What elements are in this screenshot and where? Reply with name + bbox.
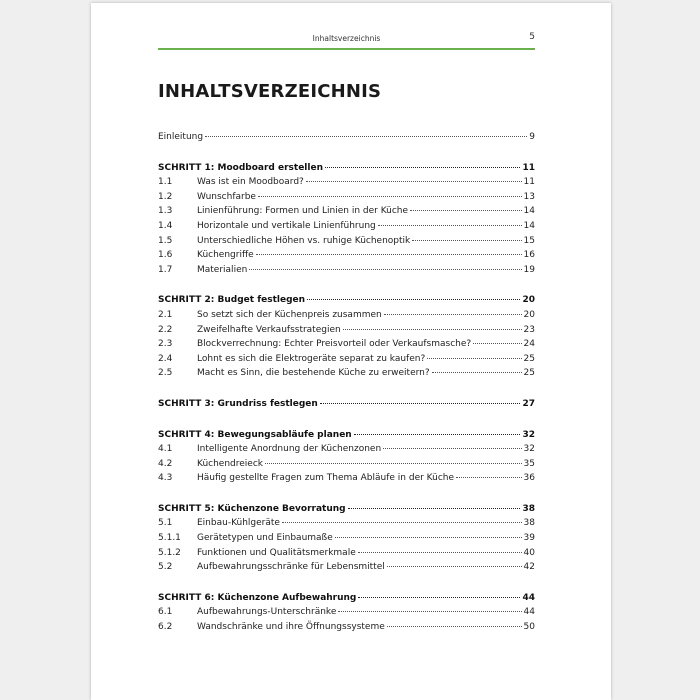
toc-item-row [158,605,535,620]
toc-entry-number: 5.2 [158,562,173,573]
toc-chapter-row [158,502,535,517]
toc-entry-label: Gerätetypen und Einbaumaße [197,533,333,544]
toc-item-row [158,219,535,234]
toc-entry-number: 1.1 [158,177,173,188]
toc-entry-page: 14 [523,206,535,217]
document-page [91,3,611,700]
toc-entry-label: SCHRITT 6: Küchenzone Aufbewahrung [158,592,357,603]
dot-leader [384,313,522,315]
dot-leader [306,180,522,182]
dot-leader [338,610,521,612]
toc-entry-number: 1.7 [158,264,173,275]
toc-entry-label: Küchendreieck [197,458,264,469]
toc-entry-number: 2.3 [158,339,173,350]
dot-leader [256,253,522,255]
toc-entry-number: 1.5 [158,235,173,246]
toc-item-row [158,175,535,190]
dot-leader [205,135,527,137]
dot-leader [265,462,522,464]
toc-item-row [158,546,535,561]
toc-item-row [158,204,535,219]
toc-entry-page: 16 [523,250,535,261]
dot-leader [249,268,521,270]
toc-item-row [158,263,535,278]
toc-entry-label: Aufbewahrungs-Unterschränke [197,607,337,618]
dot-leader [383,447,521,449]
toc-item-row [158,352,535,367]
toc-chapter-row [158,591,535,606]
toc-entry-label: Zweifelhafte Verkaufsstrategien [197,324,341,335]
toc-item-row [158,457,535,472]
toc-item-row [158,531,535,546]
toc-entry-label: SCHRITT 5: Küchenzone Bevorratung [158,503,346,514]
toc-entry-label: Materialien [197,264,248,275]
dot-leader [358,596,520,598]
header-title: Inhaltsverzeichnis [312,34,381,43]
toc-item-row [158,248,535,263]
toc-entry-page: 39 [523,533,535,544]
toc-entry-label: Häufig gestellte Fragen zum Thema Abläufe in der Küche [197,473,455,484]
toc-item-row [158,308,535,323]
toc-entry-label: Aufbewahrungsschränke für Lebensmittel [197,562,385,573]
dot-leader [378,224,522,226]
toc-entry-label: Linienführung: Formen und Linien in der Küche [197,206,409,217]
dot-leader [258,195,522,197]
dot-leader [354,433,521,435]
dot-leader [320,402,521,404]
toc-entry-page: 14 [523,220,535,231]
toc-entry-label: Wunschfarbe [197,191,256,202]
dot-leader [432,371,522,373]
dot-leader [325,166,520,168]
dot-leader [387,565,522,567]
dot-leader [307,298,520,300]
toc-entry-label: SCHRITT 3: Grundriss festlegen [158,398,318,409]
toc-entry-number: 4.3 [158,473,173,484]
toc-entry-page: 11 [522,162,535,173]
toc-item-row [158,560,535,575]
dot-leader [343,328,522,330]
toc-entry-label: Einbau-Kühlgeräte [197,518,280,529]
toc-item-row [158,323,535,338]
toc-entry-label: SCHRITT 4: Bewegungsabläufe planen [158,429,352,440]
toc-entry-page: 11 [523,177,535,188]
toc-entry-number: 5.1.2 [158,547,181,558]
toc-entry-number: 4.2 [158,458,173,469]
toc-entry-label: Einleitung [158,132,204,142]
dot-leader [387,625,522,627]
toc-entry-label: Küchengriffe [197,250,254,261]
dot-leader [348,507,521,509]
toc-entry-number: 2.1 [158,309,173,320]
toc-entry-number: 2.5 [158,368,173,379]
toc-entry-page: 32 [522,429,535,440]
table-of-contents [158,130,535,635]
toc-entry-page: 25 [523,353,535,364]
toc-entry-label: SCHRITT 2: Budget festlegen [158,295,306,306]
toc-chapter-row [158,293,535,308]
toc-entry-number: 1.2 [158,191,173,202]
dot-leader [410,209,521,211]
toc-entry-page: 42 [523,562,535,573]
toc-item-row [158,442,535,457]
toc-entry-page: 44 [523,607,535,618]
toc-entry-page: 24 [523,339,535,350]
toc-entry-label: SCHRITT 1: Moodboard erstellen [158,162,323,173]
toc-entry-label: Blockverrechnung: Echter Preisvorteil oder Verkaufsmasche? [197,339,472,350]
toc-entry-number: 6.2 [158,622,173,633]
dot-leader [473,342,521,344]
toc-entry-label: Intelligente Anordnung der Küchenzonen [197,444,382,455]
toc-entry-label: Was ist ein Moodboard? [197,177,304,188]
toc-entry-label: So setzt sich der Küchenpreis zusammen [197,309,382,320]
toc-entry-number: 6.1 [158,607,173,618]
dot-leader [358,551,522,553]
toc-entry-page: 40 [523,547,535,558]
dot-leader [456,476,522,478]
toc-entry-page: 44 [522,592,535,603]
dot-leader [282,521,522,523]
toc-item-row [158,366,535,381]
toc-entry-label: Macht es Sinn, die bestehende Küche zu erweitern? [197,368,430,379]
toc-entry-label: Lohnt es sich die Elektrogeräte separat zu kaufen? [197,353,426,364]
toc-entry-page: 38 [523,518,535,529]
toc-entry-label: Unterschiedliche Höhen vs. ruhige Küchenoptik [197,235,411,246]
toc-item-row [158,337,535,352]
toc-entry-label: Funktionen und Qualitätsmerkmale [197,547,356,558]
toc-entry-page: 32 [523,444,535,455]
page-title: INHALTSVERZEICHNIS [158,81,382,102]
toc-entry-page: 27 [522,398,535,409]
header-page-number: 5 [529,32,535,42]
toc-entry-page: 20 [523,309,535,320]
toc-entry-label: Wandschränke und ihre Öffnungssysteme [197,622,385,633]
toc-item-row [158,234,535,249]
toc-entry-number: 2.2 [158,324,173,335]
toc-chapter-row [158,161,535,176]
dot-leader [335,536,522,538]
toc-entry-label: Horizontale und vertikale Linienführung [197,220,376,231]
page-header [158,28,535,50]
dot-leader [412,239,521,241]
toc-entry-page: 35 [523,458,535,469]
toc-entry-page: 13 [523,191,535,202]
toc-entry-number: 4.1 [158,444,173,455]
toc-entry-page: 19 [523,264,535,275]
toc-item-row [158,620,535,635]
toc-entry-number: 5.1.1 [158,533,181,544]
toc-item-row [158,516,535,531]
toc-entry-number: 1.3 [158,206,173,217]
toc-item-row [158,190,535,205]
toc-chapter-row [158,428,535,443]
toc-intro-row [158,130,535,145]
toc-entry-page: 25 [523,368,535,379]
toc-entry-page: 23 [523,324,535,335]
toc-entry-page: 50 [523,622,535,633]
toc-entry-page: 9 [529,132,535,142]
toc-entry-page: 15 [523,235,535,246]
toc-entry-page: 20 [522,295,535,306]
toc-item-row [158,471,535,486]
toc-chapter-row [158,397,535,412]
toc-entry-number: 2.4 [158,353,173,364]
dot-leader [427,357,521,359]
toc-entry-page: 38 [522,503,535,514]
toc-entry-number: 5.1 [158,518,173,529]
toc-entry-number: 1.4 [158,220,173,231]
toc-entry-number: 1.6 [158,250,173,261]
toc-entry-page: 36 [523,473,535,484]
